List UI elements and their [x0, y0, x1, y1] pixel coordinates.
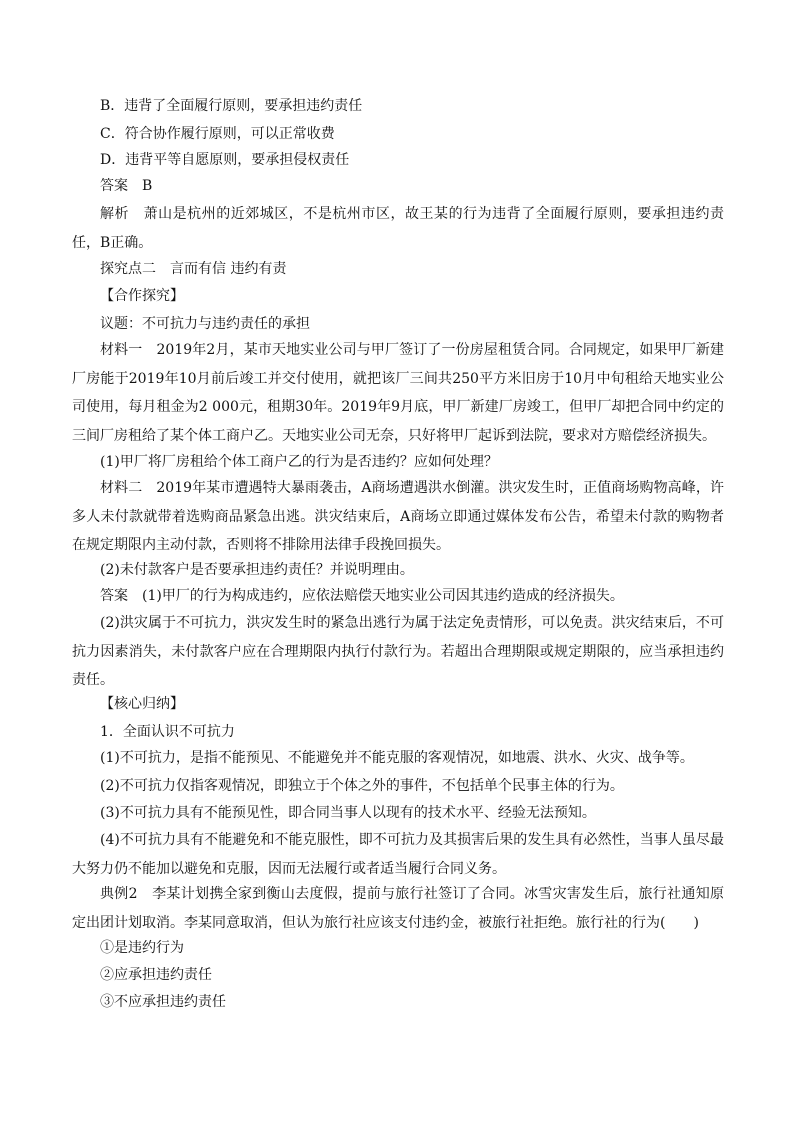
example-2-question: 典例2 李某计划携全家到衡山去度假，提前与旅行社签订了合同。冰雪灾害发生后，旅行社通知原定出团计划取消。李某同意取消，但认为旅行社应该支付违约金，被旅行社拒绝。旅行社的行为( ): [72, 886, 724, 931]
material-1: 材料一 2019年2月，某市天地实业公司与甲厂签订了一份房屋租赁合同。合同规定，如果甲厂新建厂房能于2019年10月前后竣工并交付使用，就把该厂三间共250平方米旧房于10月中旬租给天地实业公司使用，每月租金为2 000元，租期30年。2019年9月底，甲厂新建厂房竣工，但甲厂却把合同中约定的三间厂房租给了某个体工商户乙。天地实业公司无奈，只好将甲厂起诉到法院，要求对方赔偿经济损失。: [72, 342, 724, 444]
core-point-1-3: (3)不可抗力具有不能预见性，即合同当事人以现有的技术水平、经验无法预知。: [100, 805, 596, 821]
question-2: (2)未付款客户是否要承担违约责任？并说明理由。: [100, 562, 414, 578]
option-d: D．违背平等自愿原则，要承担侵权责任: [100, 152, 350, 168]
core-point-1-1: (1)不可抗力，是指不能预见、不能避免并不能克服的客观情况，如地震、洪水、火灾、战争等。: [100, 750, 694, 766]
option-b: B．违背了全面履行原则，要承担违约责任: [100, 98, 363, 114]
analysis-1: 解析 萧山是杭州的近郊城区，不是杭州市区，故王某的行为违背了全面履行原则，要承担违约责任，B正确。: [72, 206, 724, 251]
material-2: 材料二 2019年某市遭遇特大暴雨袭击，A商场遭遇洪水倒灌。洪灾发生时，正值商场购物高峰，许多人未付款就带着选购商品紧急出逃。洪灾结束后，A商场立即通过媒体发布公告，希望未付款的购物者在规定期限内主动付款，否则将不排除用法律手段挽回损失。: [72, 480, 724, 554]
option-c: C．符合协作履行原则，可以正常收费: [100, 126, 335, 142]
core-point-1: 1．全面认识不可抗力: [100, 724, 235, 740]
example-option-3: ③不应承担违约责任: [100, 994, 226, 1010]
core-summary-heading: 【核心归纳】: [100, 696, 184, 712]
example-option-1: ①是违约行为: [100, 940, 184, 956]
topic-line: 议题：不可抗力与违约责任的承担: [100, 316, 310, 332]
answer-2-part-2: (2)洪灾属于不可抗力，洪灾发生时的紧急出逃行为属于法定免责情形，可以免责。洪灾结束后，不可抗力因素消失，未付款客户应在合理期限内执行付款行为。若超出合理期限或规定期限的，应当承担违约责任。: [72, 615, 724, 689]
core-point-1-4: (4)不可抗力具有不能避免和不能克服性，即不可抗力及其损害后果的发生具有必然性，当事人虽尽最大努力仍不能加以避免和克服，因而无法履行或者适当履行合同义务。: [72, 832, 724, 877]
section-2-title: 探究点二 言而有信 违约有责: [100, 261, 287, 277]
example-option-2: ②应承担违约责任: [100, 967, 212, 983]
core-point-1-2: (2)不可抗力仅指客观情况，即独立于个体之外的事件，不包括单个民事主体的行为。: [100, 778, 624, 794]
question-1: (1)甲厂将厂房租给个体工商户乙的行为是否违约？应如何处理？: [100, 454, 498, 470]
answer-2-part-1: 答案 (1)甲厂的行为构成违约，应依法赔偿天地实业公司因其违约造成的经济损失。: [100, 588, 624, 604]
answer-1: 答案 B: [100, 178, 153, 194]
cooperative-inquiry-heading: 【合作探究】: [100, 288, 184, 304]
